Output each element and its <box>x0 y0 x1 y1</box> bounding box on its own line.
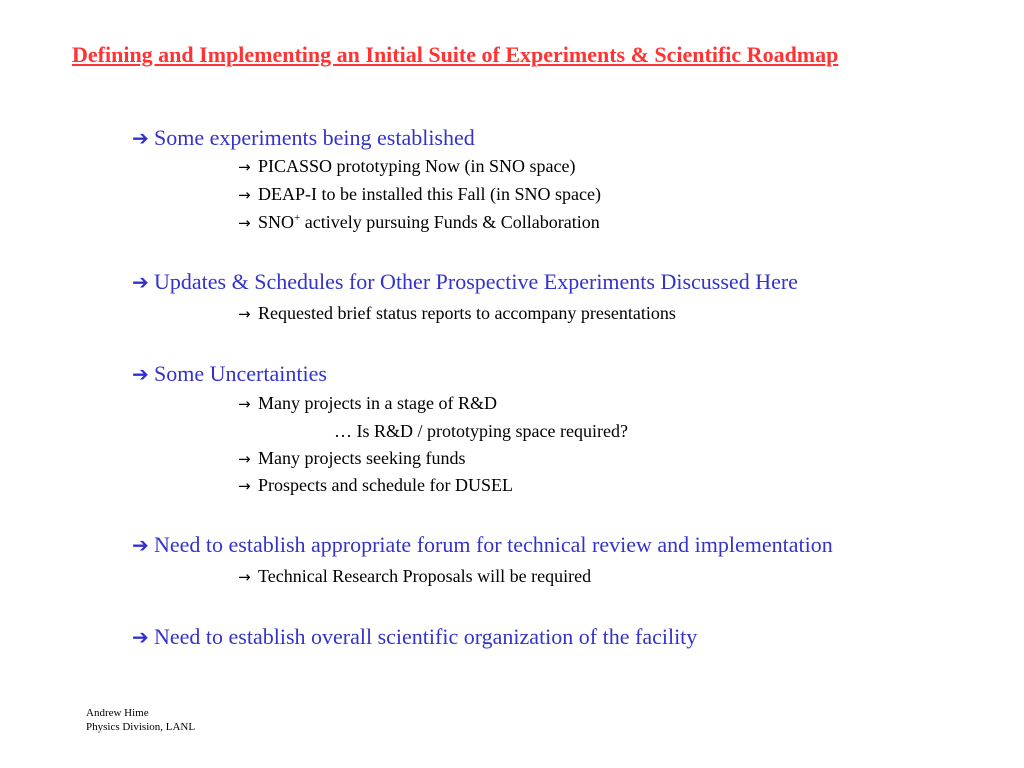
sub-item-rnd-stage: → Many projects in a stage of R&D <box>238 393 497 413</box>
section-heading-updates: ➔ Updates & Schedules for Other Prospective Experiments Discussed Here <box>132 269 798 294</box>
footer-author: Andrew Hime <box>86 707 149 719</box>
slide-footer <box>86 706 195 734</box>
right-arrow-icon: ➔ <box>132 362 149 386</box>
sub-item-picasso: → PICASSO prototyping Now (in SNO space) <box>238 156 576 176</box>
right-arrow-icon: → <box>238 477 251 495</box>
right-arrow-icon: ➔ <box>132 625 149 649</box>
right-arrow-icon: → <box>238 395 251 413</box>
sub-item-status-reports: → Requested brief status reports to accompany presentations <box>238 303 676 323</box>
slide-title <box>64 42 964 68</box>
slide-title-text: Defining and Implementing an Initial Suite of Experiments & Scientific Roadmap <box>72 42 839 67</box>
sub-item-seeking-funds: → Many projects seeking funds <box>238 448 466 468</box>
right-arrow-icon: ➔ <box>132 126 149 150</box>
footer-affiliation: Physics Division, LANL <box>86 721 196 733</box>
right-arrow-icon: → <box>238 214 251 232</box>
sub-item-proposals: → Technical Research Proposals will be required <box>238 566 592 586</box>
sub-item-dusel: → Prospects and schedule for DUSEL <box>238 475 513 495</box>
right-arrow-icon: ➔ <box>132 533 149 557</box>
sub-sub-item-rnd-space: … Is R&D / prototyping space required? <box>334 421 628 441</box>
section-heading-forum: ➔ Need to establish appropriate forum for technical review and implementation <box>132 532 833 557</box>
right-arrow-icon: → <box>238 158 251 176</box>
sub-item-deap: → DEAP-I to be installed this Fall (in SNO space) <box>238 184 601 204</box>
right-arrow-icon: → <box>238 305 251 323</box>
right-arrow-icon: → <box>238 450 251 468</box>
section-heading-uncertainties: ➔ Some Uncertainties <box>132 361 327 386</box>
section-heading-organization: ➔ Need to establish overall scientific organization of the facility <box>132 624 698 649</box>
right-arrow-icon: → <box>238 186 251 204</box>
right-arrow-icon: ➔ <box>132 270 149 294</box>
right-arrow-icon: → <box>238 568 251 586</box>
section-heading-experiments: ➔ Some experiments being established <box>132 125 475 150</box>
sub-item-sno-plus: → SNO+ actively pursuing Funds & Collaboration <box>238 212 600 232</box>
